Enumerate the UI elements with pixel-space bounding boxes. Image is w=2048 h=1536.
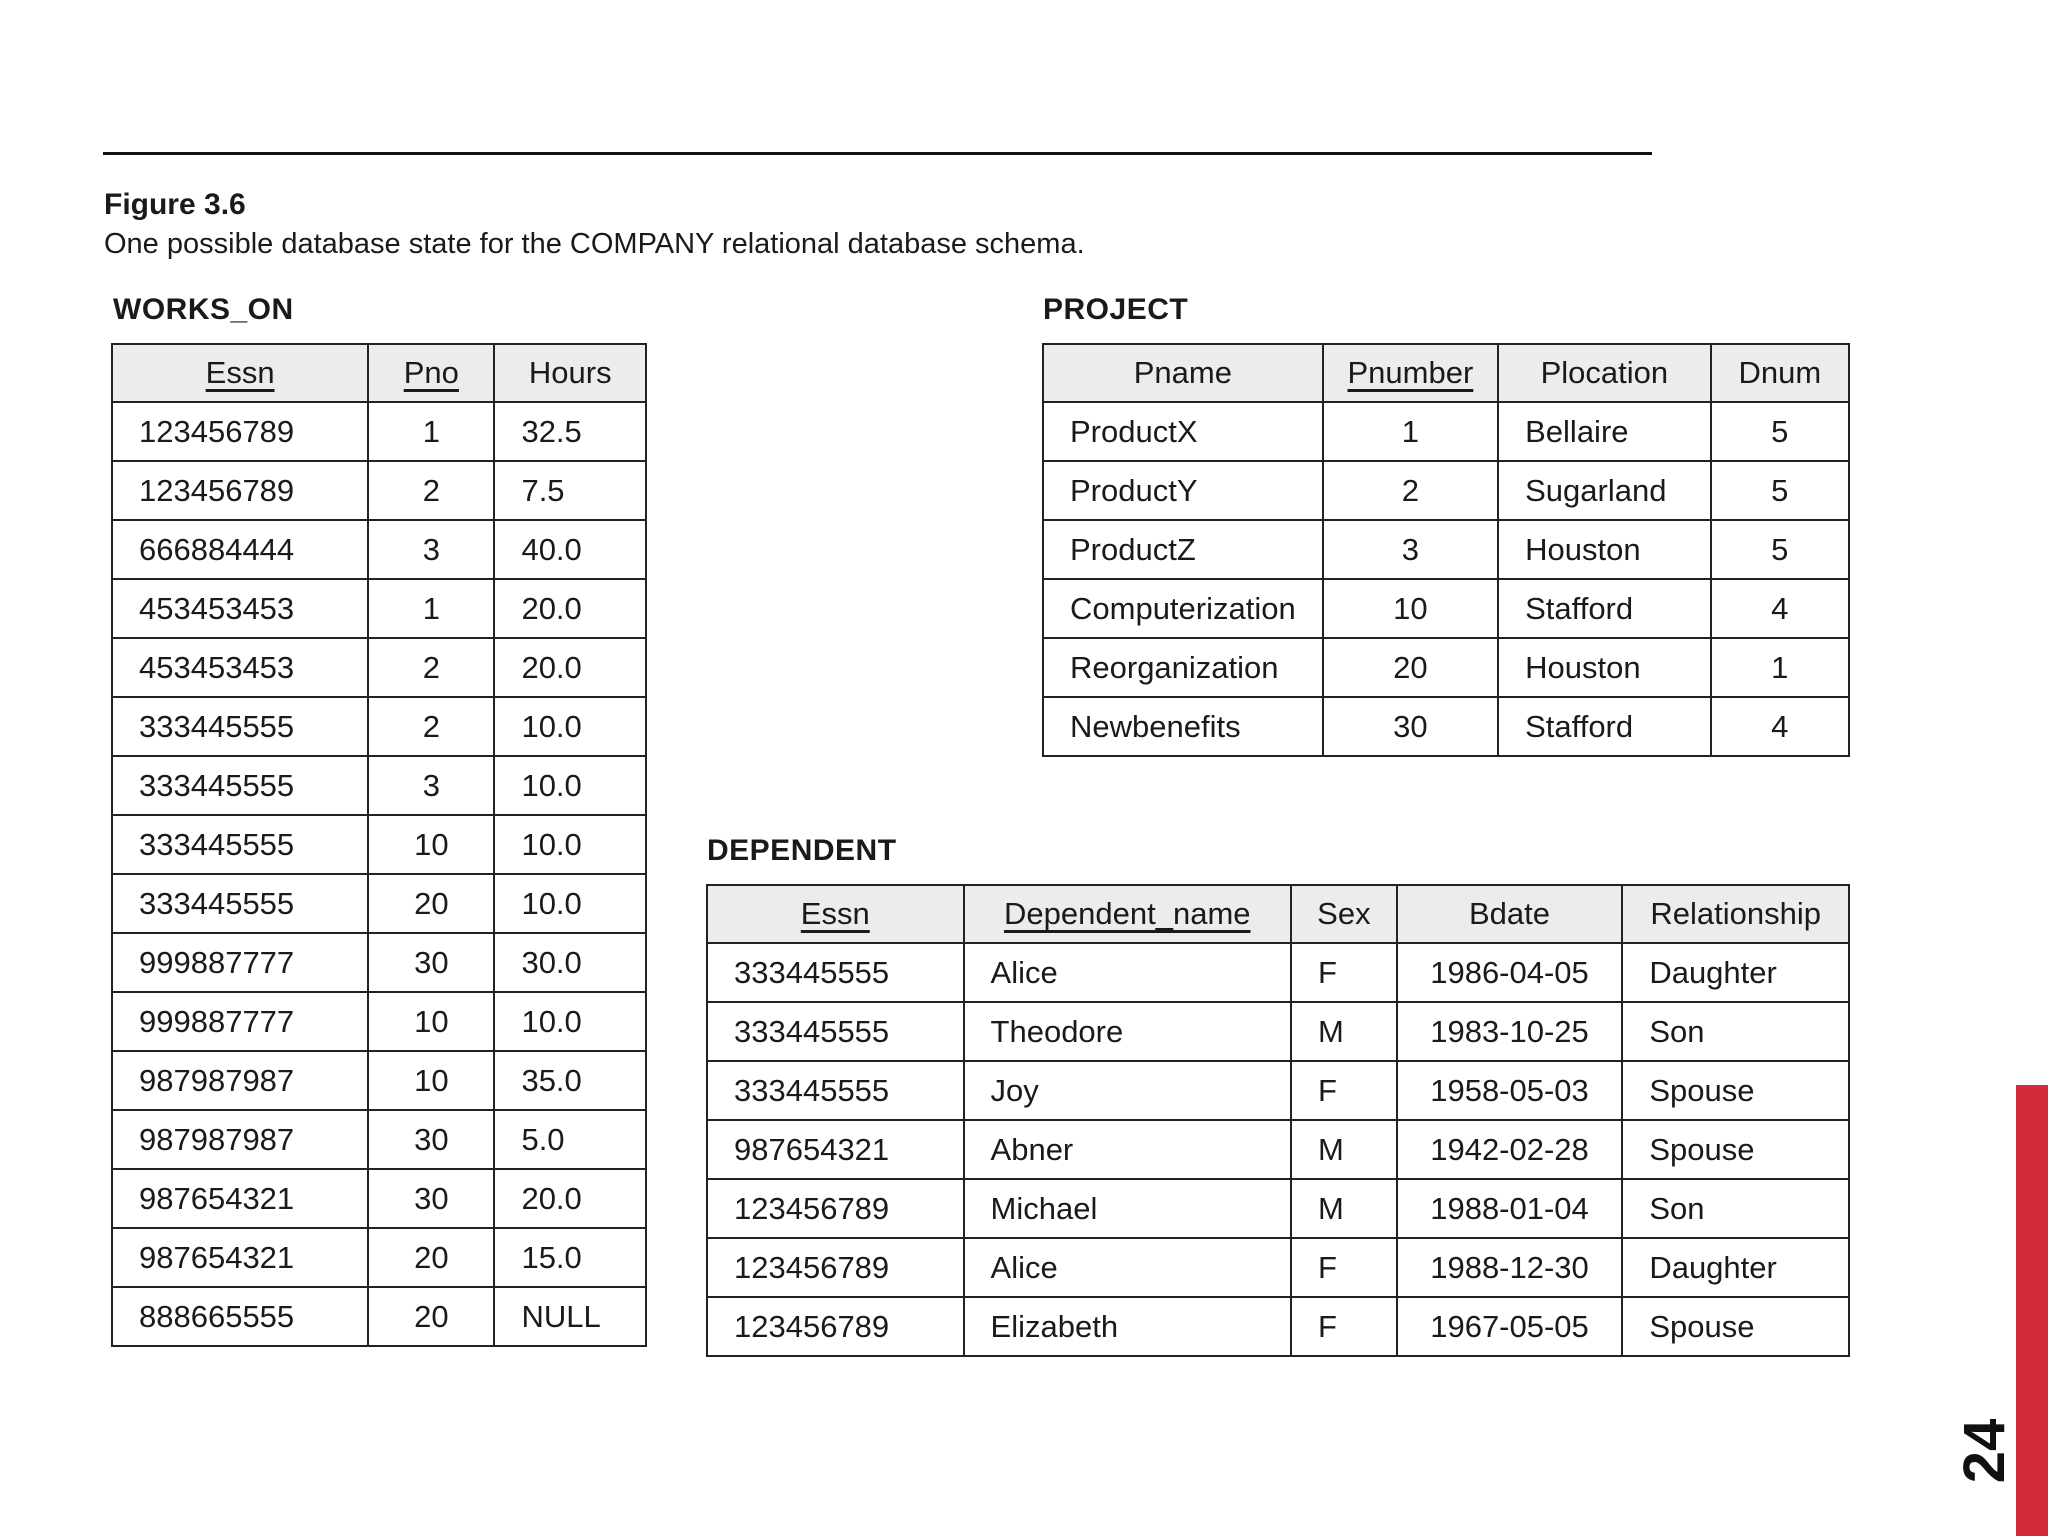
table-cell: 3 [1323,520,1498,579]
table-cell: 123456789 [707,1238,964,1297]
table-cell: Newbenefits [1043,697,1323,756]
table-row [707,1179,1849,1238]
table-cell: Houston [1498,638,1710,697]
table-cell: 999887777 [112,992,368,1051]
works-on-table [111,343,647,1347]
table-cell: 1988-01-04 [1397,1179,1623,1238]
table-row [1043,697,1849,756]
table-cell: 20 [368,1228,494,1287]
table-cell: 20.0 [494,638,646,697]
table-cell: 987987987 [112,1110,368,1169]
table-cell: 453453453 [112,579,368,638]
table-row [1043,638,1849,697]
table-row [112,1169,646,1228]
table-cell: 5.0 [494,1110,646,1169]
table-row [112,815,646,874]
table-cell: 123456789 [112,402,368,461]
table-cell: 1 [368,402,494,461]
table-row [707,1061,1849,1120]
table-cell: 333445555 [112,697,368,756]
table-cell: ProductX [1043,402,1323,461]
table-cell: Daughter [1622,943,1849,1002]
table-cell: 20 [368,874,494,933]
dependent-table [706,884,1850,1357]
table-row [112,756,646,815]
table-cell: 1958-05-03 [1397,1061,1623,1120]
table-cell: 5 [1711,520,1849,579]
slide-number: 24 [1952,1418,2017,1484]
column-header-pname: Pname [1043,344,1323,402]
table-cell: Houston [1498,520,1710,579]
table-row [112,933,646,992]
table-cell: Spouse [1622,1120,1849,1179]
table-row [112,1287,646,1346]
table-cell: 30 [368,1169,494,1228]
table-row [112,638,646,697]
table-cell: Bellaire [1498,402,1710,461]
table-cell: 453453453 [112,638,368,697]
table-cell: Alice [964,943,1292,1002]
table-row [112,992,646,1051]
figure-caption: One possible database state for the COMPANY relational database schema. [104,228,1085,260]
table-cell: 666884444 [112,520,368,579]
table-cell: 10.0 [494,992,646,1051]
table-cell: 5 [1711,461,1849,520]
table-cell: 7.5 [494,461,646,520]
table-cell: 4 [1711,579,1849,638]
column-header-pnumber: Pnumber [1323,344,1498,402]
table-cell: 3 [368,520,494,579]
column-header-plocation: Plocation [1498,344,1710,402]
table-cell: Stafford [1498,579,1710,638]
table-cell: 1 [368,579,494,638]
table-cell: 10.0 [494,874,646,933]
table-cell: 10.0 [494,697,646,756]
table-header-row [112,344,646,402]
table-cell: 20 [1323,638,1498,697]
table-cell: 20.0 [494,1169,646,1228]
table-row [112,874,646,933]
table-row [707,943,1849,1002]
table-cell: Sugarland [1498,461,1710,520]
table-row [707,1297,1849,1356]
table-cell: 30.0 [494,933,646,992]
table-cell: 999887777 [112,933,368,992]
table-cell: 333445555 [112,874,368,933]
table-cell: M [1291,1179,1397,1238]
table-cell: Spouse [1622,1297,1849,1356]
table-cell: F [1291,1297,1397,1356]
project-label: PROJECT [1043,293,1189,326]
table-cell: 987654321 [112,1228,368,1287]
table-row [112,1051,646,1110]
table-row [112,579,646,638]
side-strip [2016,0,2048,1085]
table-cell: 987987987 [112,1051,368,1110]
table-cell: 2 [368,461,494,520]
table-cell: ProductY [1043,461,1323,520]
figure-title: Figure 3.6 [104,188,246,221]
table-row [1043,520,1849,579]
table-cell: Reorganization [1043,638,1323,697]
table-header-row [1043,344,1849,402]
table-cell: Daughter [1622,1238,1849,1297]
table-cell: 1942-02-28 [1397,1120,1623,1179]
table-cell: 2 [368,697,494,756]
table-cell: 32.5 [494,402,646,461]
column-header-pno: Pno [368,344,494,402]
table-row [112,402,646,461]
table-row [707,1238,1849,1297]
table-row [112,520,646,579]
table-cell: Joy [964,1061,1292,1120]
column-header-essn: Essn [707,885,964,943]
dependent-label: DEPENDENT [707,834,897,867]
table-row [112,461,646,520]
top-rule [103,152,1652,155]
table-cell: 10.0 [494,756,646,815]
table-cell: 333445555 [707,1002,964,1061]
table-cell: F [1291,1238,1397,1297]
column-header-bdate: Bdate [1397,885,1623,943]
table-cell: 10 [1323,579,1498,638]
table-cell: 30 [1323,697,1498,756]
table-cell: 3 [368,756,494,815]
table-row [1043,579,1849,638]
table-cell: M [1291,1002,1397,1061]
table-cell: 5 [1711,402,1849,461]
table-cell: 20.0 [494,579,646,638]
table-cell: 4 [1711,697,1849,756]
table-row [112,1228,646,1287]
column-header-essn: Essn [112,344,368,402]
table-cell: 10.0 [494,815,646,874]
table-cell: Son [1622,1179,1849,1238]
table-cell: 888665555 [112,1287,368,1346]
table-cell: 1967-05-05 [1397,1297,1623,1356]
table-cell: 123456789 [707,1179,964,1238]
project-table [1042,343,1850,757]
table-row [1043,402,1849,461]
table-cell: M [1291,1120,1397,1179]
table-row [112,1110,646,1169]
table-row [1043,461,1849,520]
table-cell: 987654321 [112,1169,368,1228]
table-cell: 123456789 [707,1297,964,1356]
column-header-sex: Sex [1291,885,1397,943]
table-cell: Son [1622,1002,1849,1061]
table-cell: 30 [368,933,494,992]
table-cell: 333445555 [112,815,368,874]
table-cell: Theodore [964,1002,1292,1061]
table-cell: F [1291,1061,1397,1120]
table-cell: Stafford [1498,697,1710,756]
table-cell: Spouse [1622,1061,1849,1120]
table-cell: Elizabeth [964,1297,1292,1356]
table-cell: 1988-12-30 [1397,1238,1623,1297]
table-cell: 30 [368,1110,494,1169]
table-cell: 2 [1323,461,1498,520]
table-cell: NULL [494,1287,646,1346]
table-cell: 10 [368,992,494,1051]
table-cell: 1983-10-25 [1397,1002,1623,1061]
table-cell: Abner [964,1120,1292,1179]
table-cell: 15.0 [494,1228,646,1287]
table-cell: 10 [368,1051,494,1110]
table-cell: Alice [964,1238,1292,1297]
table-cell: 40.0 [494,520,646,579]
table-header-row [707,885,1849,943]
works-on-label: WORKS_ON [113,293,294,326]
column-header-hours: Hours [494,344,646,402]
table-cell: 1 [1323,402,1498,461]
column-header-dependent-name: Dependent_name [964,885,1292,943]
table-cell: Michael [964,1179,1292,1238]
table-cell: 35.0 [494,1051,646,1110]
table-cell: F [1291,943,1397,1002]
table-cell: Computerization [1043,579,1323,638]
table-cell: 20 [368,1287,494,1346]
table-row [707,1120,1849,1179]
column-header-dnum: Dnum [1711,344,1849,402]
table-cell: ProductZ [1043,520,1323,579]
table-row [112,697,646,756]
table-cell: 10 [368,815,494,874]
table-cell: 1 [1711,638,1849,697]
table-cell: 333445555 [707,943,964,1002]
column-header-relationship: Relationship [1622,885,1849,943]
table-cell: 1986-04-05 [1397,943,1623,1002]
table-row [707,1002,1849,1061]
table-cell: 987654321 [707,1120,964,1179]
table-cell: 123456789 [112,461,368,520]
table-cell: 333445555 [707,1061,964,1120]
table-cell: 2 [368,638,494,697]
table-cell: 333445555 [112,756,368,815]
